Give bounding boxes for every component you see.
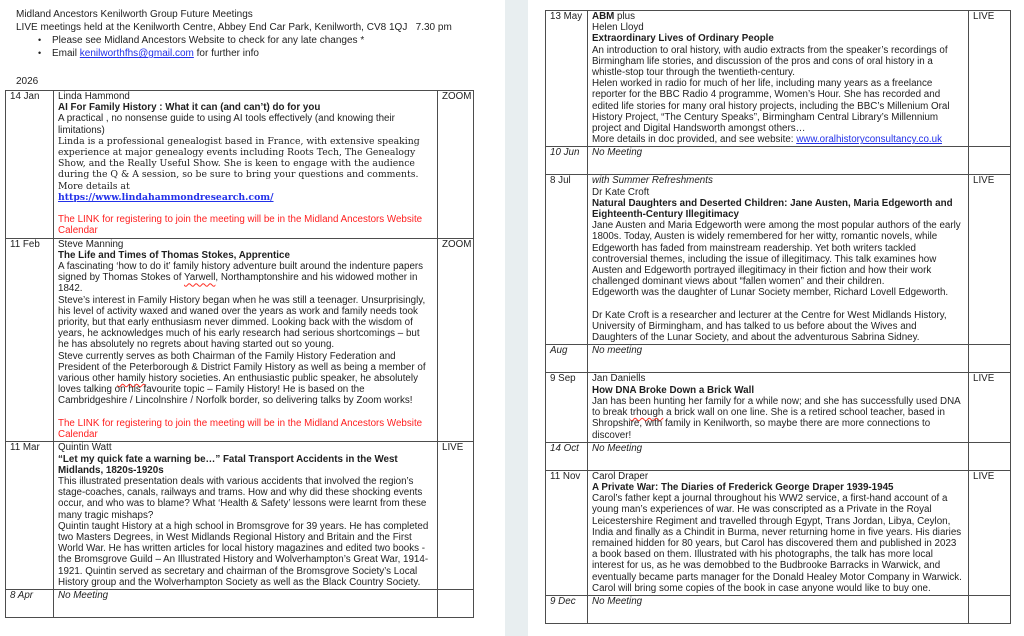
paragraph bbox=[592, 443, 964, 454]
text-segment: Steve currently serves as both Chairman of the Family History Federation and President of the Peterborough & District Family History as well as being a member of various other bbox=[58, 350, 426, 385]
hyperlink[interactable]: kenilworthfhs@gmail.com bbox=[79, 48, 194, 59]
paragraph bbox=[58, 136, 433, 192]
misspelled-word: hamily bbox=[117, 373, 146, 385]
meeting-date-cell bbox=[546, 175, 588, 345]
meeting-date: 9 Sep bbox=[550, 373, 576, 385]
meeting-date-cell bbox=[546, 373, 588, 442]
bullet-item bbox=[16, 47, 486, 60]
meeting-mode-cell bbox=[969, 345, 1011, 373]
meeting-mode-cell bbox=[438, 238, 474, 442]
meeting-row bbox=[546, 595, 1011, 623]
meeting-mode: LIVE bbox=[442, 442, 464, 454]
meeting-row bbox=[546, 373, 1011, 442]
meeting-date-cell bbox=[546, 595, 588, 623]
text-segment: No meeting bbox=[592, 345, 643, 357]
paragraph bbox=[592, 373, 964, 384]
paragraph bbox=[592, 11, 964, 22]
meeting-description-cell bbox=[588, 595, 969, 623]
text-segment: No Meeting bbox=[592, 147, 643, 159]
meeting-date-cell bbox=[546, 442, 588, 470]
meeting-date: 11 Feb bbox=[10, 238, 40, 250]
paragraph bbox=[592, 220, 964, 287]
paragraph bbox=[58, 214, 433, 236]
text-segment: AI For Family History : What it can (and can’t) do for you bbox=[58, 102, 321, 114]
text-segment: A practical , no nonsense guide to using AI tools effectively (and knowing their limitations) bbox=[58, 113, 395, 136]
meetings-table-jan-apr bbox=[5, 90, 474, 618]
paragraph bbox=[58, 91, 433, 102]
text-segment: The Life and Times of Thomas Stokes, Apprentice bbox=[58, 249, 290, 261]
year-heading: 2026 bbox=[16, 76, 39, 87]
paragraph bbox=[592, 482, 964, 493]
hyperlink[interactable]: www.oralhistoryconsultancy.co.uk bbox=[796, 134, 942, 146]
header-venue-line: LIVE meetings held at the Kenilworth Centre, Abbey End Car Park, Kenilworth, CV8 1QJ 7.30 pm bbox=[16, 22, 452, 33]
paragraph bbox=[592, 198, 964, 220]
bullet-text bbox=[52, 48, 259, 59]
meeting-date-cell bbox=[546, 147, 588, 175]
text-segment: Carol will bring some copies of the book in case anyone would like to buy one. bbox=[592, 582, 931, 594]
meeting-date: 14 Jan bbox=[10, 91, 40, 102]
paragraph bbox=[592, 147, 964, 158]
meeting-mode-cell bbox=[438, 442, 474, 590]
text-segment: a brick wall on one line. She is a retired school teacher, based in Shropshire, with family in Kenilworth, so maybe there are more connections to discover! bbox=[592, 407, 945, 441]
document-header bbox=[16, 8, 486, 88]
text-segment: plus bbox=[614, 11, 636, 22]
text-segment: A Private War: The Diaries of Frederick George Draper 1939-1945 bbox=[592, 481, 894, 493]
paragraph bbox=[592, 310, 964, 344]
meeting-description-cell bbox=[54, 91, 438, 239]
meeting-date-cell bbox=[6, 91, 54, 239]
paragraph bbox=[592, 287, 964, 298]
meeting-row bbox=[6, 238, 474, 442]
header-bullets bbox=[16, 34, 486, 60]
meeting-date-cell bbox=[6, 238, 54, 442]
text-segment: The LINK for registering to join the meeting will be in the Midland Ancestors Website Calendar bbox=[58, 417, 423, 441]
text-segment: Edgeworth was the daughter of Lunar Society member, Richard Lovell Edgeworth. bbox=[592, 287, 949, 299]
paragraph bbox=[58, 442, 433, 453]
text-segment: , Northamptonshire and his widowed mother in 1842. bbox=[58, 272, 418, 295]
paragraph bbox=[592, 583, 964, 594]
paragraph bbox=[592, 78, 964, 134]
paragraph bbox=[58, 250, 433, 261]
meeting-date: 10 Jun bbox=[550, 147, 580, 159]
text-segment: Quintin Watt bbox=[58, 442, 112, 454]
meeting-mode-cell bbox=[969, 147, 1011, 175]
meeting-description-cell bbox=[588, 175, 969, 345]
meeting-row bbox=[546, 11, 1011, 147]
text-segment: Steve’s interest in Family History began when he was still a teenager. Unsurprisingly, his level of activity waxed and waned over the years as work and family needs took priority, but that early enthusiasm never dimmed. Looking back with the wisdom of years, he acknowledges much of his early research had serious shortcomings – but he has absolutely no regrets about having started out so young. bbox=[58, 294, 426, 351]
paragraph bbox=[58, 418, 433, 440]
meeting-description-cell bbox=[588, 147, 969, 175]
paragraph bbox=[58, 521, 433, 588]
text-segment: Steve Manning bbox=[58, 238, 124, 250]
paragraph bbox=[592, 33, 964, 44]
paragraph bbox=[592, 45, 964, 79]
meeting-mode-cell bbox=[969, 470, 1011, 595]
meeting-mode-cell bbox=[969, 595, 1011, 623]
meeting-mode-cell bbox=[969, 373, 1011, 442]
header-title-line: Midland Ancestors Kenilworth Group Future Meetings bbox=[16, 9, 253, 20]
text-segment: How DNA Broke Down a Brick Wall bbox=[592, 384, 755, 396]
text-segment: An introduction to oral history, with audio extracts from the speaker’s recordings of Birmingham life stories, and discussion of the pros and cons of oral history in a whistle-stop tour through the twentieth-century. bbox=[592, 44, 948, 79]
meeting-row bbox=[6, 442, 474, 590]
paragraph bbox=[592, 299, 964, 310]
text-segment: The LINK for registering to join the meeting will be in the Midland Ancestors Website Calendar bbox=[58, 214, 423, 237]
meeting-date: 11 Nov bbox=[550, 470, 581, 482]
bullet-icon: • bbox=[38, 35, 42, 45]
page-gutter bbox=[505, 0, 528, 636]
text-segment: Helen worked in radio for much of her life, including many years as a freelance reporter for the BBC Radio 4 programme, Women’s Hour. She has recorded and edited life stories for many oral history projects, including the BBC’s Millenium Oral History Project, “The Century Speaks”, Birmingham Central Library’s Millennium project and Digital Handsworth amongst others… bbox=[592, 78, 950, 135]
paragraph bbox=[592, 187, 964, 198]
meeting-mode-cell bbox=[438, 589, 474, 617]
meeting-mode: LIVE bbox=[973, 11, 995, 22]
paragraph bbox=[58, 239, 433, 250]
meeting-mode-cell bbox=[969, 442, 1011, 470]
meeting-date: 8 Apr bbox=[10, 589, 34, 601]
meeting-row bbox=[6, 589, 474, 617]
paragraph bbox=[58, 590, 433, 601]
text-segment: No Meeting bbox=[592, 595, 643, 607]
meetings-table-may-dec bbox=[545, 10, 1011, 624]
meeting-mode: LIVE bbox=[973, 470, 995, 482]
meeting-row bbox=[546, 345, 1011, 373]
text-segment: A fascinating ‘how to do it’ family history adventure built around the indenture papers signed by Thomas Stokes of bbox=[58, 261, 424, 284]
meeting-mode: LIVE bbox=[973, 175, 995, 187]
paragraph bbox=[592, 22, 964, 33]
text-segment: This illustrated presentation deals with various accidents that involved the region’s stage-coaches, canals, railways and trams. How and why did these shocking events occur, and who was to blame? What ‘Health & Safety’ lessons were learnt from these many tragic mishaps? bbox=[58, 475, 427, 521]
text-segment: Dr Kate Croft is a researcher and lecturer at the Centre for West Midlands History, University of Birmingham, and has talked to us before about the Wives and Daughters of the Lunar Society, and about the adventurous Sabrina Sidney. bbox=[592, 309, 947, 344]
text-segment: Jan Daniells bbox=[592, 373, 646, 385]
text-segment: Helen Lloyd bbox=[592, 22, 644, 34]
paragraph bbox=[58, 261, 433, 295]
text-segment: No Meeting bbox=[58, 589, 109, 601]
meeting-date-cell bbox=[546, 345, 588, 373]
paragraph bbox=[592, 385, 964, 396]
text-segment: for further info bbox=[193, 48, 259, 59]
meeting-date-cell bbox=[546, 11, 588, 147]
paragraph bbox=[58, 351, 433, 407]
text-segment: ABM bbox=[592, 11, 615, 22]
text-segment: Dr Kate Croft bbox=[592, 186, 650, 198]
meeting-description-cell bbox=[54, 442, 438, 590]
meeting-date: Aug bbox=[550, 345, 568, 357]
paragraph bbox=[58, 203, 433, 214]
text-segment: Carol Draper bbox=[592, 470, 649, 482]
bullet-item bbox=[16, 34, 486, 47]
meeting-date: 14 Oct bbox=[550, 442, 579, 454]
meeting-mode: LIVE bbox=[973, 373, 995, 385]
text-segment: “Let my quick fate a warning be…” Fatal Transport Accidents in the West Midlands, 1820s-1920s bbox=[58, 453, 398, 476]
text-segment: Carol’s father kept a journal throughout his WW2 service, a first-hand account of a young man’s experiences of war. He was conscripted as a Private in the Royal Leicestershire Regiment and travelled through Egypt, Trans Jordan, Libya, Ceylon, India and finally as a Chindit in Burma, never returning home in five years. His diaries remained hidden for 80 years, but Carol has discovered them and published in 2023 a book based on them. Illustrated with his photographs, the talk has more local interest for us, as he was demobbed to the Budbrooke Barracks in Warwick, and eventually became parts manager for the Donald Healey Motor Company in Warwick. bbox=[592, 493, 962, 583]
meeting-date-cell bbox=[6, 442, 54, 590]
meeting-date: 9 Dec bbox=[550, 595, 576, 607]
paragraph bbox=[58, 102, 433, 113]
text-segment: No Meeting bbox=[592, 442, 643, 454]
paragraph bbox=[58, 113, 433, 135]
meeting-description-cell bbox=[588, 442, 969, 470]
paragraph bbox=[592, 596, 964, 607]
paragraph bbox=[592, 396, 964, 441]
paragraph bbox=[592, 134, 964, 145]
meeting-description-cell bbox=[588, 470, 969, 595]
hyperlink[interactable]: https://www.lindahammondresearch.com/ bbox=[58, 191, 274, 203]
meeting-mode: ZOOM bbox=[442, 91, 472, 102]
paragraph bbox=[592, 493, 964, 583]
paragraph bbox=[592, 345, 964, 356]
page-right bbox=[528, 0, 1024, 636]
text-segment: Jane Austen and Maria Edgeworth were among the most popular authors of the early 1800s. Today, Austen is widely remembered for her witty, romantic novels, while Edgeworth has faded from mainstream readership. Yet both writers tackled controversial themes, including the issue of illegitimacy. This talk examines how Austen and Edgeworth portrayed illegitimacy in their fiction and how their work challenged dominant views about “fallen women” and their children. bbox=[592, 220, 961, 288]
text-segment: Quintin taught History at a high school in Bromsgrove for 39 years. He has completed two Masters Degrees, in West Midlands Regional History and Britain and the First World War. He has written articles for local history magazines and edited two books - the Bromsgrove Guild – An Illustrated History and Wolverhampton’s Great War, 1914-1921. Quintin served as secretary and chairman of the Bromsgrove Society’s Local History group and the Wolverhampton Society as well as the Black Country Society. bbox=[58, 520, 429, 588]
paragraph bbox=[58, 476, 433, 521]
meeting-mode-cell bbox=[969, 11, 1011, 147]
text-segment: More details in doc provided, and see website: bbox=[592, 134, 797, 146]
meeting-date-cell bbox=[6, 589, 54, 617]
text-segment: Linda is a professional genealogist based in France, with extensive speaking experience at major genealogy events including Roots Tech, The Genealogy Show, and the Really Useful Show. She is keen to engage with the audience during the Q & A session, so be sure to bring your questions and comments. More details at bbox=[58, 135, 420, 192]
bullet-icon: • bbox=[38, 48, 42, 58]
misspelled-word: Yarwell bbox=[183, 272, 216, 284]
text-segment: Linda Hammond bbox=[58, 91, 130, 102]
meeting-mode-cell bbox=[438, 91, 474, 239]
misspelled-word: trhough bbox=[630, 407, 664, 419]
text-segment: history societies. An enthusiastic public speaker, he absolutely loves talking on his favourite topic – Family History! He is based on the Cambridgeshire / Lincolnshire / Norfolk border, so delivering talks by Zoom works! bbox=[58, 373, 418, 407]
paragraph bbox=[58, 295, 433, 351]
text-segment: with Summer Refreshments bbox=[592, 175, 713, 187]
meeting-description-cell bbox=[54, 589, 438, 617]
meeting-row bbox=[546, 442, 1011, 470]
meeting-description-cell bbox=[54, 238, 438, 442]
text-segment: Natural Daughters and Deserted Children: Jane Austen, Maria Edgeworth and Eighteenth-Century Illegitimacy bbox=[592, 197, 953, 221]
meeting-row bbox=[6, 91, 474, 239]
page-left bbox=[0, 0, 505, 636]
meeting-description-cell bbox=[588, 373, 969, 442]
meeting-description-cell bbox=[588, 11, 969, 147]
paragraph bbox=[58, 407, 433, 418]
meeting-mode: ZOOM bbox=[442, 238, 472, 250]
text-segment: Please see Midland Ancestors Website to check for any late changes * bbox=[52, 35, 365, 46]
meeting-row bbox=[546, 147, 1011, 175]
text-segment: Email bbox=[52, 48, 80, 59]
paragraph bbox=[58, 192, 433, 203]
text-segment: Jan has been hunting her family for a while now; and she has successfully used DNA to break bbox=[592, 395, 961, 419]
meeting-description-cell bbox=[588, 345, 969, 373]
paragraph bbox=[592, 175, 964, 186]
meeting-date: 11 Mar bbox=[10, 442, 40, 454]
meeting-row bbox=[546, 470, 1011, 595]
meeting-row bbox=[546, 175, 1011, 345]
meeting-date: 8 Jul bbox=[550, 175, 571, 187]
meeting-date: 13 May bbox=[550, 11, 583, 22]
meeting-mode-cell bbox=[969, 175, 1011, 345]
meeting-date-cell bbox=[546, 470, 588, 595]
paragraph bbox=[592, 471, 964, 482]
text-segment: Extraordinary Lives of Ordinary People bbox=[592, 33, 774, 45]
paragraph bbox=[58, 454, 433, 476]
bullet-text bbox=[52, 35, 364, 46]
